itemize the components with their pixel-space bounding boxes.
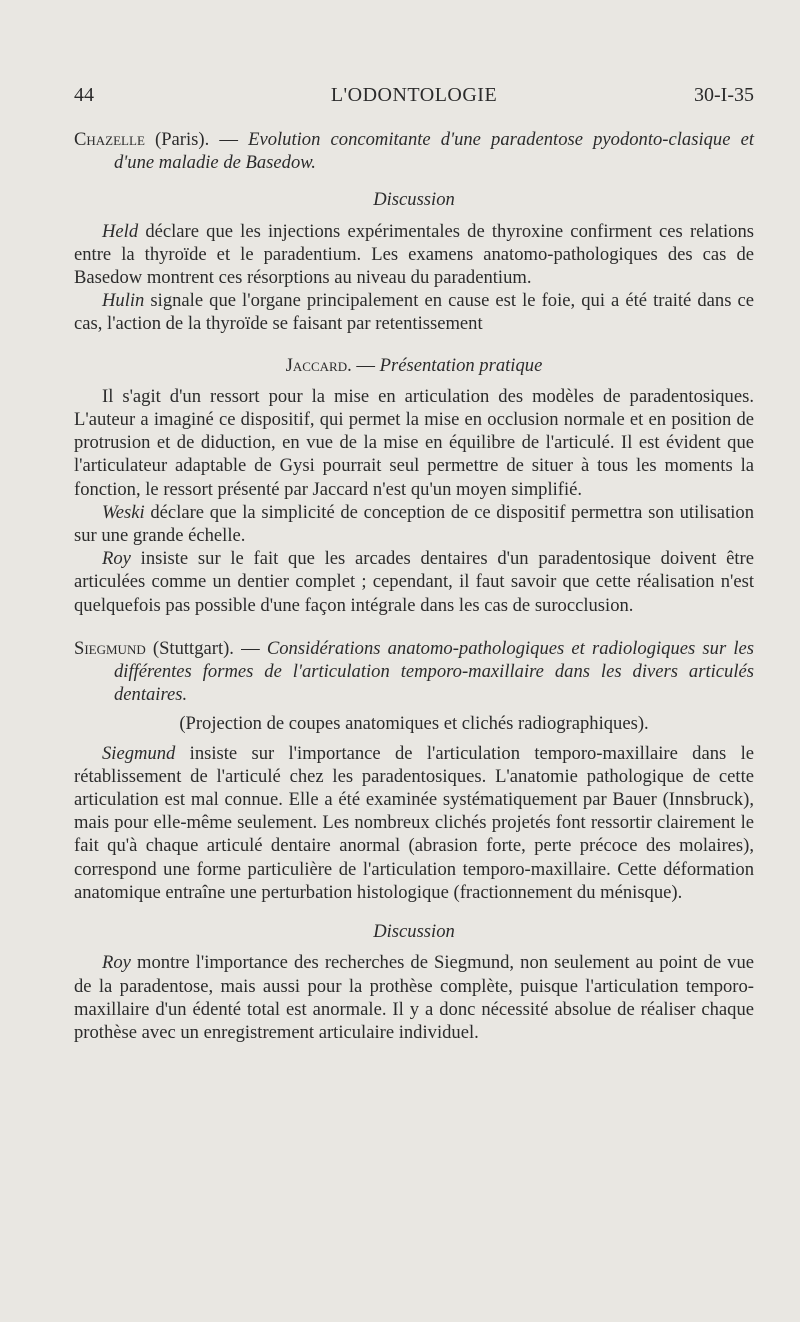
paragraph-text: signale que l'organe principalement en cause est le foie, qui a été traité dans ce cas, l'action de la thyroïde se faisant par retentissement: [74, 290, 754, 335]
speaker-name: Hulin: [102, 290, 145, 312]
paragraph: [74, 501, 754, 547]
discussion-heading: Discussion: [373, 189, 455, 211]
heading-separator: . —: [347, 354, 380, 376]
entry-chazelle: [74, 128, 754, 174]
paragraph-text: montre l'importance des recherches de Siegmund, non seulement au point de vue de la paradentose, mais aussi pour la prothèse complète, puisque l'articulation temporo-maxillaire d'un édenté total est anormale. Il y a donc nécessité absolue de réaliser chaque prothèse avec un enregistrement articulaire individuel.: [74, 952, 754, 1043]
running-header: [74, 84, 754, 114]
speaker-name: Roy: [102, 952, 131, 974]
speaker-name: Weski: [102, 501, 145, 523]
author-place: (Stuttgart). —: [145, 637, 267, 659]
entry-title: Présentation pratique: [379, 354, 543, 376]
projection-note: (Projection de coupes anatomiques et clichés radiographiques).: [179, 713, 649, 735]
author-place: (Paris). —: [144, 129, 249, 150]
paragraph: [74, 742, 754, 904]
paragraph-text: déclare que la simplicité de conception de ce dispositif permettra son utilisation sur une grande échelle.: [74, 501, 754, 547]
paragraph-text: déclare que les injections expérimentales de thyroxine confirment ces relations entre la thyroïde et le paradentium. Les examens anatomo-pathologiques des cas de Basedow montrent ces résorptions au niveau du paradentium.: [74, 220, 754, 289]
author-name: Jaccard: [285, 354, 348, 376]
paragraph: [74, 547, 754, 617]
paragraph: Il s'agit d'un ressort pour la mise en articulation des modèles de paradentosiques. L'auteur a imaginé ce dispositif, qui permet la mise en occlusion normale et en position de protrusion et de diduction, en vue de la mise en équilibre de l'articulé. Il est évident que l'articulateur adaptable de Gysi pourrait seul permettre de situer à tous les moments la fonction, le ressort présenté par Jaccard n'est qu'un moyen simplifié.: [74, 385, 754, 500]
author-name: Chazelle: [74, 129, 145, 150]
discussion-heading: Discussion: [373, 921, 455, 943]
entry-siegmund: [74, 637, 754, 707]
speaker-name: Roy: [102, 548, 131, 570]
issue-date: 30-I-35: [694, 84, 754, 106]
paragraph-text: insiste sur l'importance de l'articulation temporo-maxillaire dans le rétablissement de l'articulé chez les paradentosiques. L'anatomie pathologique de cette articulation est mal connue. Elle a été examinée systématiquement par Bauer (Innsbruck), mais pour elle-même seulement. Les nombreux clichés projetés font ressortir clairement le fait qu'à chaque articulé dentaire anormal (abrasion forte, perte précoce des molaires), correspond une forme particulière de l'articulation temporo-maxillaire. Cette déformation anatomique entraîne une perturbation histologique (fractionnement du ménisque).: [74, 742, 754, 903]
journal-title: L'ODONTOLOGIE: [330, 84, 498, 106]
entry-jaccard-heading: [74, 354, 754, 377]
speaker-name: Siegmund: [102, 742, 176, 764]
paragraph-text: insiste sur le fait que les arcades dentaires d'un paradentosique doivent être articulées comme un dentier complet ; cependant, il faut savoir que cette réalisation n'est quelquefois pas possible d'une façon intégrale dans les cas de surocclusion.: [74, 548, 754, 616]
page-body: [74, 128, 754, 1044]
paragraph: [74, 951, 754, 1044]
author-name: Siegmund: [74, 637, 146, 659]
paragraph: [74, 220, 754, 290]
entry-title: Evolution concomitante d'une paradentose pyodonto-clasique et d'une maladie de Basedow.: [114, 129, 755, 174]
page-number: 44: [74, 84, 94, 106]
entry-title: Considérations anatomo-pathologiques et radiologiques sur les différentes formes de l'articulation temporo-maxillaire dans les divers articulés dentaires.: [114, 637, 754, 706]
paragraph: [74, 289, 754, 335]
speaker-name: Held: [102, 220, 139, 242]
